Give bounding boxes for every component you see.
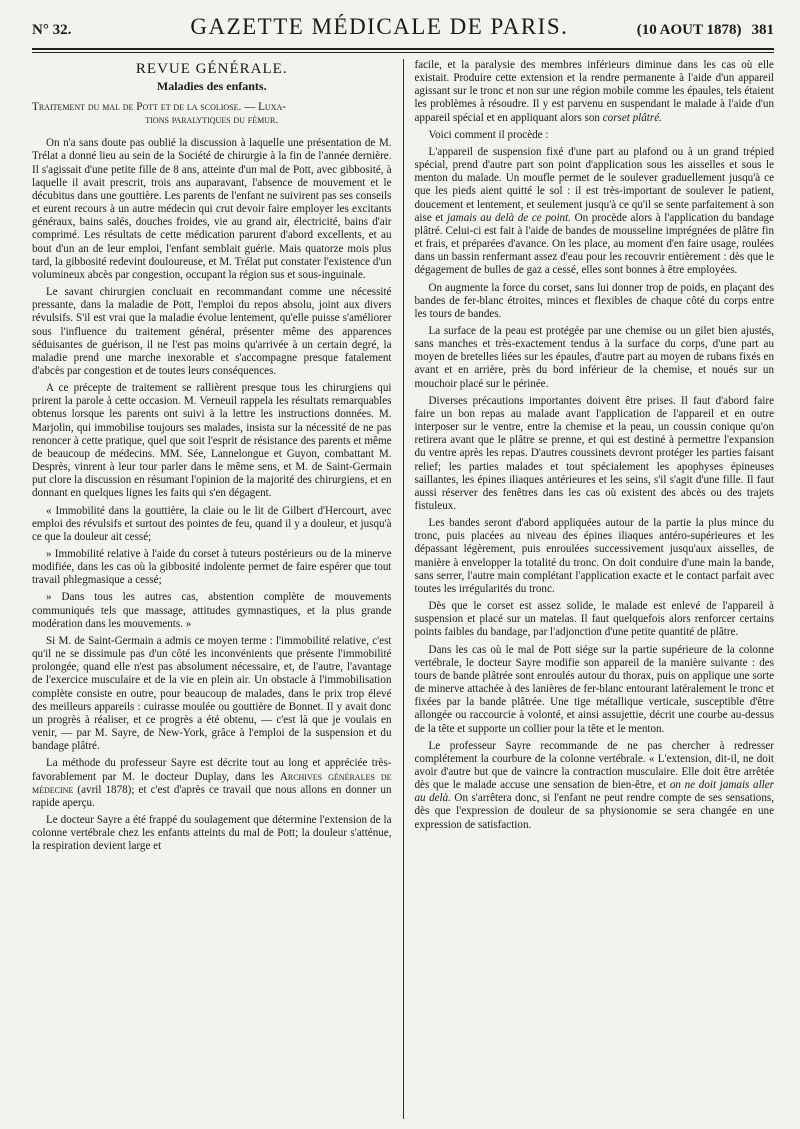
columns [32,59,774,1119]
header-rule-thin [32,52,774,53]
text-run: facile, et la paralysie des membres inférieurs diminue dans les cas où elle existait. Produire cette extension et la rendre permanente à l'aide d'un appareil agissant sur le tronc et non sur une région mobile comme les épaules, tels étaient les problèmes à résoudre. Il y est parvenu en suspendant le malade à l'aide d'un appareil spécial et en appliquant alors son [414,59,774,124]
paragraph: On n'a sans doute pas oublié la discussion à laquelle une présentation de M. Trélat a donné lieu au sein de la Société de chirurgie à la fin de l'année dernière. Il s'agissait d'une petite fille de 8 ans, atteinte d'un mal de Pott, avec gibbosité, à laquelle il avait prescrit, trois ans auparavant, l'absence de mouvement et le décubitus dans une gouttière. Les parents de l'enfant ne suivirent pas ses conseils et eurent recours à un autre médecin qui crut devoir faire employer les excitants généraux, bains salés, douches froides, vie au grand air, électricité, bains d'air comprimé. Les résultats de cette médication parurent d'abord excellents, et au bout d'un an de leur emploi, l'enfant semblait guérie. Mais quatorze mois plus tard, la gibbosité redevint douloureuse, et M. Trélat put constater l'existence d'un volumineux abcès par congestion, occupant la région sus et sous-inguinale. [32,137,392,281]
text-run: On s'arrêtera donc, si l'enfant ne peut rendre compte de ses sensations, dès que l'expression de douleur de sa physionomie se sera changée en une expression de satisfaction. [414,792,774,831]
emphasis: on ne doit jamais aller au delà. [414,779,774,805]
section-title: REVUE GÉNÉRALE. [135,61,288,77]
paragraph: Les bandes seront d'abord appliquées autour de la partie la plus mince du tronc, puis placées au niveau des épines iliaques antéro-supérieures et les dépassant légèrement, puis enroulées successivement jusqu'aux aisselles, de manière à envelopper la totalité du tronc. On doit conduire d'une main la bande, sans serrer, l'autre main complétant l'application exacte et le contact parfait avec toutes les irrégularités du tronc. [414,517,774,595]
left-column [32,59,403,1119]
paragraph: Dans les cas où le mal de Pott siége sur la partie supérieure de la colonne vertébrale, le docteur Sayre modifie son appareil de la manière suivante : des tours de bande plâtrée sont enroulés autour du thorax, puis on applique une sorte de minerve attachée à des lanières de fer-blanc entourant latéralement le tronc et fixées par la bande plâtrée. Une tige métallique verticale, susceptible d'être allongée ou raccourcie à volonté, et ainsi assujettie, décrit une courbe au-dessus de la tête et supporte un collier pour la tête et le menton. [414,643,774,735]
paragraph [32,757,392,810]
paragraph: Dès que le corset est assez solide, le malade est enlevé de l'appareil à suspension et placé sur un matelas. Il faut quelquefois alors renforcer certains points faibles du bandage, par l'adjonction d'une petite quantité de plâtre. [414,600,774,639]
publication-title: GAZETTE MÉDICALE DE PARIS. [190,14,569,39]
text-run: L'appareil de suspension fixé d'une part au plafond ou à un grand trépied spécial, prend d'autre part son point d'application sous les aisselles et sous le menton du malade. Un moufle permet de le soulever graduellement jusqu'à ce que les pieds aient quitté le sol : il est très-important de soulever le patient, doucement et lentement, et seulement jusqu'à ce qu'il se sente parfaitement à son aise et [414,145,774,224]
issue-number: N° 32. [32,22,72,38]
quote-paragraph: » Immobilité relative à l'aide du corset à tuteurs postérieurs ou de la minerve modifiée, dans les cas où la gibbosité indolente permet de faire espérer que tout travail phlegmasique a cessé; [32,548,392,587]
emphasis: jamais au delà de ce point. [447,211,571,224]
paragraph [415,59,775,125]
paragraph: On augmente la force du corset, sans lui donner trop de poids, en plaçant des bandes de fer-blanc étroites, minces et flexibles de chaque côté du corps entre les tours de bandes. [414,281,774,320]
paragraph: A ce précepte de traitement se rallièrent presque tous les chirurgiens qui prirent la parole à cette occasion. M. Verneuil rappela les résultats remarquables obtenus lorsque les parents ont suivi à la lettre les instructions données. M. Marjolin, qui immobilise toujours ses malades, insista sur la nécessité de ne pas renoncer à cette pratique, quel que soit l'esprit de résistance des parents et même de beaucoup de médecins. MM. Sée, Lannelongue et Guyon, combattant M. Desprès, vinrent à leur tour parler dans le même sens, et M. de Saint-Germain put clore la discussion en résumant l'opinion de la majorité des chirurgiens, et en donnant en quelques lignes les faits qui s'en dégagent. [32,382,392,500]
article-title-line1: Traitement du mal de Pott et de la scoliose. — Luxa- [32,101,286,114]
paragraph [415,146,775,278]
paragraph: Si M. de Saint-Germain a admis ce moyen terme : l'immobilité relative, c'est qu'il ne se dissimule pas d'un côté les inconvénients que présente l'immobilité prolongée, quand elle n'est pas absolument nécessaire, et, de l'autre, l'avantage de l'exercice musculaire et de la vie en plein air. Un obstacle à l'immobilisation complète consiste en outre, pour beaucoup de malades, dans le prix trop élevé des meilleurs appareils : cuirasse moulée ou gouttière de Bonnet. Il y avait donc un progrès à réaliser, et ce progrès a été obtenu, — c'est là que je voulais en venir, — par M. Sayre, de New-York, grâce à l'emploi de la suspension et du bandage plâtré. [32,634,392,753]
paragraph: La surface de la peau est protégée par une chemise ou un gilet bien ajustés, sans manches et très-exactement tendus à la surface du corps, d'une part au moyen de bretelles liées sur les épaules, d'autre part au moyen de rubans fixés en avant et en arrière, près du bord inférieur de la chemise, et noués sur un mouchoir placé sur le périnée. [414,324,774,390]
paragraph [415,740,775,832]
page-header [32,14,774,44]
text-run: On procède alors à l'application du bandage plâtré. Celui-ci est fait à l'aide de bandes de mousseline imprégnées de plâtre fin et frais, et préparées d'avance. On les place, au moment d'en faire usage, roulées dans un bassin renfermant assez d'eau pour les recouvrir entièrement : dès que le dégagement de bulles de gaz a cessé, elles sont bonnes à être employées. [414,211,774,277]
text-run: La méthode du professeur Sayre est décrite tout au long et appréciée très-favorablement par M. le docteur Duplay, dans les [32,757,392,783]
quote-paragraph: « Immobilité dans la gouttière, la claie ou le lit de Gilbert d'Hercourt, avec emploi des révulsifs et surtout des pointes de feu, quand il y a douleur, et jusqu'à ce que la douleur ait cessé; [32,504,392,543]
paragraph: Diverses précautions importantes doivent être prises. Il faut d'abord faire faire un bon repas au malade avant l'application de l'appareil et en outre interposer sur le ventre, entre la chemise et la peau, un coussin conique qu'on retirera avant que le plâtre se prenne, et qui est destiné à permettre l'expansion du ventre après les repas. D'autres coussinets devront protéger les parties faisant relief; les parties malades et tout spécialement les apophyses épineuses saillantes, les épines iliaques antérieures et les seins, s'il s'agit d'une fille. Il faut aussi réserver des fenêtres dans les cas où existent des abcès ou des trajets fistuleux. [414,394,774,512]
article-title-line2: tions paralytiques du fémur. [145,114,279,127]
quote-paragraph: » Dans tous les autres cas, abstention complète de mouvements communiqués tels que massage, attitudes gymnastiques, et la plus grande modération dans les mouvements. » [32,591,392,630]
right-column [403,59,775,1119]
header-right [637,22,774,39]
page-number: 381 [751,22,774,38]
paragraph: Le docteur Sayre a été frappé du soulagement que détermine l'extension de la colonne vertébrale chez les enfants atteints du mal de Pott; la douleur s'atténue, la respiration devient large et [32,813,392,853]
issue-date: (10 AOUT 1878) [636,22,742,38]
paragraph: Voici comment il procède : [428,128,549,141]
article-title [32,101,392,127]
text-run: Le professeur Sayre recommande de ne pas chercher à redresser complétement la courbure de la colonne vertébrale. « L'extension, dit-il, ne doit avoir d'autre but que de vaincre la contraction musculaire. Elle doit être arrêtée dès que le malade accuse une sensation de bien-être, et [414,739,774,792]
subsection-title: Maladies des enfants. [156,79,267,94]
paragraph: Le savant chirurgien concluait en recommandant comme une nécessité pressante, dans la maladie de Pott, l'emploi du repos absolu, joint aux divers révulsifs. S'il est vrai que la maladie évolue lentement, qu'elle puisse s'améliorer sous l'influence du traitement général, présenter même des apparences séduisantes de guérison, il ne l'est pas moins qu'arrivée à un certain degré, la maladie prend une marche inexorable et s'accompagne presque fatalement d'abcès par congestion et de toutes leurs conséquences. [32,286,392,377]
emphasis: corset plâtré. [602,111,662,124]
text-run: (avril 1878); et c'est d'après ce travail que nous allons en donner un rapide aperçu. [32,783,392,809]
header-rule-thick [32,48,774,50]
journal-reference: Archives générales de médecine [32,770,392,796]
